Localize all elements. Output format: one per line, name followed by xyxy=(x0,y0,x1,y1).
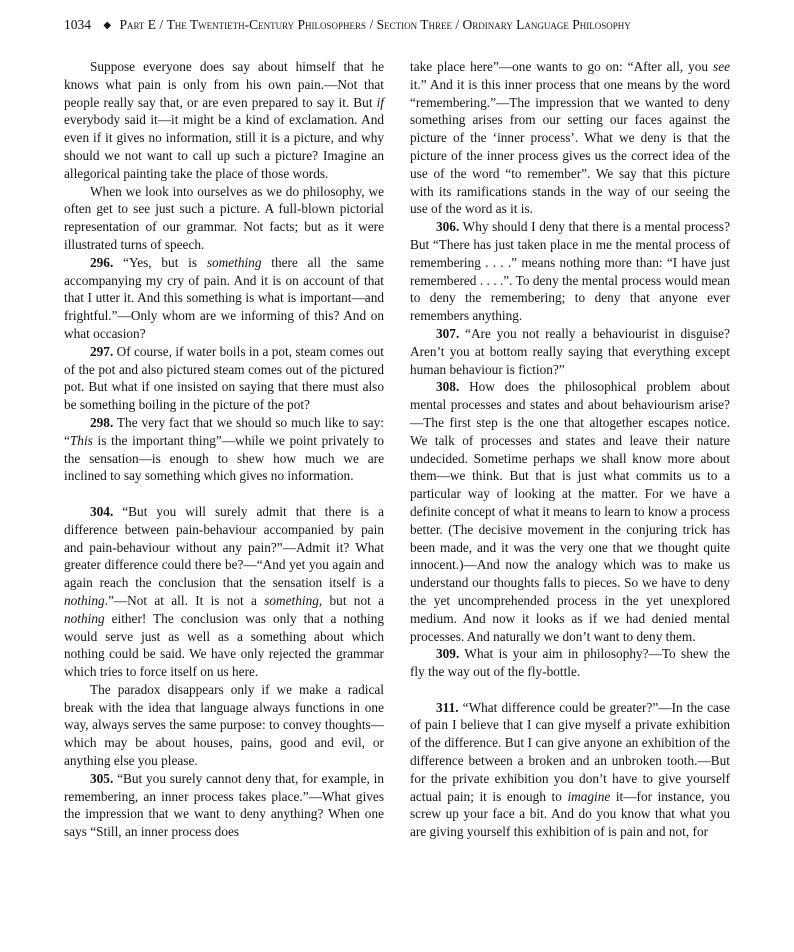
text-run: The very fact that we should so much like to say: “ xyxy=(64,414,384,448)
section-number: 307. xyxy=(436,325,460,341)
text-run: is the important thing”—while we point privately to the sensation—is enough to shew how much we are inclined to say something which gives no information. xyxy=(64,432,384,484)
diamond-separator-icon: ◆ xyxy=(103,20,112,31)
header-slash: / xyxy=(159,17,164,32)
text-run: take place here”—one wants to go on: “After all, you xyxy=(410,59,714,74)
running-header xyxy=(64,16,730,36)
text-run: The paradox disappears only if we make a radical break with the idea that language always functions in one way, always serves the same purpose: to convey thoughts—which may be about houses, pains, good and evil, or anything else you please. xyxy=(64,681,384,769)
paragraph xyxy=(410,218,730,325)
section-number: 309. xyxy=(436,646,460,662)
text-run: everybody said it—it might be a kind of exclamation. And even if it gives no information, still it is a picture, and why should we not want to call up such a picture? Imagine an allegorical painting take the place of those words. xyxy=(64,112,384,181)
italic-text: if xyxy=(376,94,384,110)
text-run: “Are you not really a behaviourist in disguise? Aren’t you at bottom really saying that everything except human behaviour is fiction?” xyxy=(410,325,730,377)
paragraph xyxy=(64,681,384,770)
section-number: 311. xyxy=(436,699,459,715)
paragraph xyxy=(64,343,384,414)
text-run: “What difference could be greater?”—In the case of pain I believe that I can give myself a private exhibition of the difference. But I can give anyone an exhibition of the difference between a broken and an unbroken tooth.—But for the private exhibition you don’t have to give yourself actual pain; it is enough to xyxy=(410,699,730,804)
text-run: , but not a xyxy=(318,592,384,608)
text-run: there all the same accompanying my cry of pain. And it is on account of that that I utter it. And this something is what is important—and frightful.”—Only whom are we informing of this? And on what occasion? xyxy=(64,254,385,341)
text-run: it.” And it is this inner process that one means by the word “remembering.”—The impression that we wanted to deny something arises from our setting our faces against the picture of the ‘inner process’. What we deny is that the picture of the inner process gives us the correct idea of the use of the word “to remember”. We say that this picture with its ramifications stands in the way of our seeing the use of the word as it is. xyxy=(410,76,730,217)
paragraph xyxy=(64,503,384,681)
section-number: 298. xyxy=(90,414,114,430)
paragraph xyxy=(410,645,730,681)
header-slash: / xyxy=(369,17,374,32)
text-run: When we look into ourselves as we do philosophy, we often get to see just such a picture. A full-blown pictorial representation of our grammar. Not facts; but as it were illustrated turns of speech. xyxy=(64,183,384,252)
italic-text: something xyxy=(264,592,319,608)
section-number: 305. xyxy=(90,770,114,786)
paragraph xyxy=(410,58,730,218)
paragraph xyxy=(410,378,730,645)
text-run: How does the philosophical problem about mental processes and states and about behaviourism arise?—The first step is the one that altogether escapes notice. We talk of processes and states and leave their nature undecided. Sometime perhaps we shall know more about them—we think. But that is just what commits us to a particular way of looking at the matter. For we have a definite concept of what it means to learn to know a process better. (The decisive movement in the conjuring trick has been made, and it was the very one that we thought quite innocent.)—And now the analogy which was to make us understand our thoughts falls to pieces. So we have to deny the yet uncomprehended process in the yet unexplored medium. And now it looks as if we had denied mental processes. And naturally we don’t want to deny them. xyxy=(410,379,730,644)
text-run: .”—Not at all. It is not a xyxy=(104,592,265,608)
text-run: What is your aim in philosophy?—To shew the fly the way out of the fly-bottle. xyxy=(410,646,730,680)
page-number: 1034 xyxy=(64,17,91,32)
paragraph xyxy=(410,699,730,841)
section-number: 308. xyxy=(436,379,460,395)
paragraph xyxy=(64,183,384,254)
header-slash: / xyxy=(455,17,460,32)
section-number: 304. xyxy=(90,503,114,519)
text-run: “But you will surely admit that there is a difference between pain-behaviour accompanied by pain and pain-behaviour without any pain?”—Admit it? What greater difference could there be?—“And yet you again and again reach the conclusion that the sensation itself is a xyxy=(64,503,384,591)
section-number: 306. xyxy=(436,219,460,235)
paragraph xyxy=(64,770,384,841)
text-run: it—for instance, you screw up your face a bit. And do you know that what you are giving yourself this exhibition of is pain and not, for xyxy=(410,788,730,840)
italic-text: imagine xyxy=(567,788,611,804)
header-section: Section Three xyxy=(376,17,452,32)
header-book-section: The Twentieth-Century Philosophers xyxy=(166,17,367,32)
text-run: either! The conclusion was only that a nothing would serve just as well as a something about which nothing could be said. We have only rejected the grammar which tries to force itself on us here. xyxy=(64,610,384,680)
italic-text: This xyxy=(69,432,93,448)
text-run: “But you surely cannot deny that, for example, in remembering, an inner process takes place.”—What gives the impression that we want to deny anything? When one says “Still, an inner process does xyxy=(64,770,384,840)
italic-text: see xyxy=(713,59,730,74)
italic-text: nothing xyxy=(64,592,105,608)
paragraph xyxy=(410,325,730,378)
text-run: Suppose everyone does say about himself that he knows what pain is only from his own pain.—Not that people really say that, or are even prepared to say it. But xyxy=(64,59,384,110)
section-number: 296. xyxy=(90,254,114,270)
text-run: Why should I deny that there is a mental process? But “There has just taken place in me the mental process of remembering . . . .” means nothing more than: “I have just remembered . . . .”. To deny the mental process would mean to deny the remembering; to deny that anyone ever remembers anything. xyxy=(410,219,730,324)
header-part: Part E xyxy=(119,17,157,32)
paragraph xyxy=(64,254,384,343)
italic-text: nothing xyxy=(64,610,105,626)
paragraph xyxy=(64,58,384,183)
section-number: 297. xyxy=(90,343,114,359)
left-text-column xyxy=(64,58,384,841)
italic-text: something xyxy=(206,254,262,270)
text-run: Of course, if water boils in a pot, steam comes out of the pot and also pictured steam comes out of the pictured pot. But what if one insisted on saying that there must also be something boiling in the picture of the pot? xyxy=(64,343,384,413)
header-chapter: Ordinary Language Philosophy xyxy=(462,17,631,32)
text-run: “Yes, but is xyxy=(113,254,207,270)
paragraph xyxy=(64,414,384,485)
right-text-column xyxy=(410,58,730,841)
